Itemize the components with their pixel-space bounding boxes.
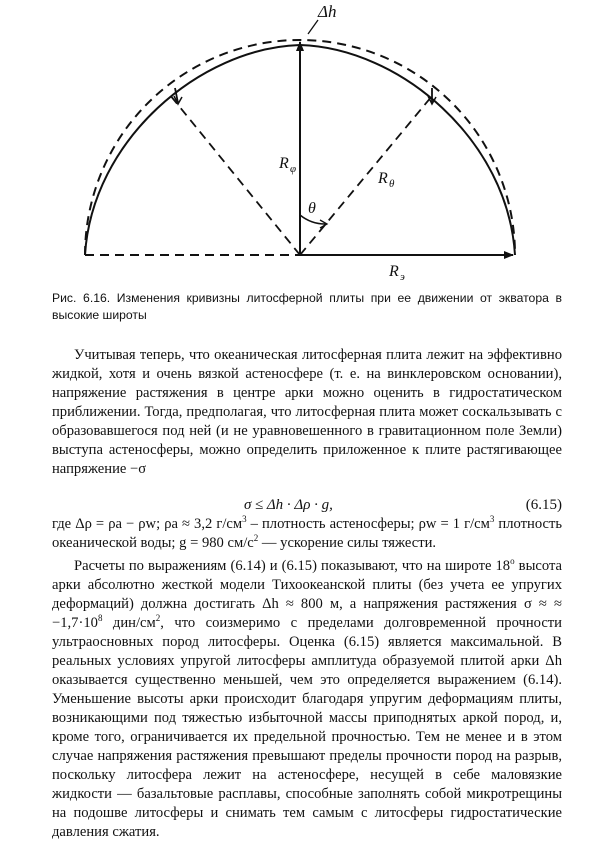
paragraph-3: [52, 557, 562, 842]
label-theta: θ: [308, 200, 316, 217]
figure-caption: [52, 290, 562, 324]
equation-formula: σ ≤ Δh · Δρ · g,: [244, 497, 333, 513]
p3-part4: , что соизмеримо с пределами долговременной прочности ультраосновных пород литосферы. Оценка (6.15) является максимальной. В реальных условиях упругой литосферы амплитуда образуемой плитой арки Δh оказывается существенно меньшей, чем это определяется выражением (6.14). Уменьшение высоты арки происходит благодаря упругим деформациям плиты, возникающими под тяжестью избыточной массы приподнятых аркой пород, и, кроме того, ограничивается их предельной прочностью. Тем не менее и в этом случае напряжения растяжения превышают пределы прочности пород на разрыв, поскольку литосфера лежит на астеносфере, несущей в себе маловязкие жидкости — базальтовые расплавы, способные заполнять собой микротрещины на подошве литосферы и снимать тем самым с литосферы гидростатические давления сжатия.: [52, 615, 562, 840]
equation-6-15: [52, 497, 562, 517]
equation-number: (6.15): [525, 497, 562, 513]
dh-leader-line: [308, 20, 318, 34]
paragraph-1: [52, 346, 562, 479]
left-dashed-radius: [170, 95, 300, 255]
paragraph-1-text: Учитывая теперь, что океаническая литосферная плита лежит на эффективно жидкой, хотя и очень вязкой астеносфере (т. е. на винклеровском основании), напряжение растяжения в центре арки можно оценить в гидростатическом приближении. Тогда, предполагая, что литосферная плита может соскальзывать с образовавшегося под ней (и не уравновешенного в гравитационном поле Земли) выступа астеносферы, можно определить приложенное к плите растягивающее напряжение −σ: [52, 347, 562, 477]
p3-sup3: 2: [155, 613, 161, 624]
p3-part1: Расчеты по выражениям (6.14) и (6.15) показывают, что на широте 18: [74, 558, 511, 574]
p2-part3: плотность океанической воды; g = 980 см/с: [52, 516, 562, 551]
p3-sup1: o: [510, 556, 515, 567]
p2-part1: где Δρ = ρa − ρw; ρa ≈ 3,2 г/см: [52, 516, 243, 532]
p3-part2: высота арки абсолютно жесткой модели Тихоокеанской плиты (без учета ее упругих деформаций) должна достигать Δh ≈ 800 м, а напряжения растяжения σ ≈ ≈ −1,7·10: [52, 558, 562, 631]
radius-rtheta-dashed: [300, 96, 432, 255]
label-re-sub: э: [400, 271, 405, 283]
p2-sup3: 2: [253, 533, 259, 544]
p3-part3: дин/см: [102, 615, 156, 631]
label-dh: Δh: [318, 2, 337, 21]
caption-text: Рис. 6.16. Изменения кривизны литосферной плиты при ее движении от экватора в высокие широты: [52, 291, 562, 322]
label-rtheta: R: [378, 170, 388, 187]
p2-sup2: 3: [489, 514, 495, 525]
label-rtheta-sub: θ: [389, 178, 395, 190]
p2-sup1: 3: [242, 514, 247, 525]
figure-lithosphere-curvature: [0, 0, 600, 290]
label-rphi: R: [279, 155, 289, 172]
paragraph-2: [52, 515, 562, 553]
label-re: R: [389, 263, 399, 280]
p2-part2: – плотность астеносферы; ρw = 1 г/см: [246, 516, 490, 532]
label-rphi-sub: φ: [290, 163, 297, 175]
p3-sup2: 8: [97, 613, 103, 624]
p2-part4: — ускорение силы тяжести.: [258, 535, 437, 551]
